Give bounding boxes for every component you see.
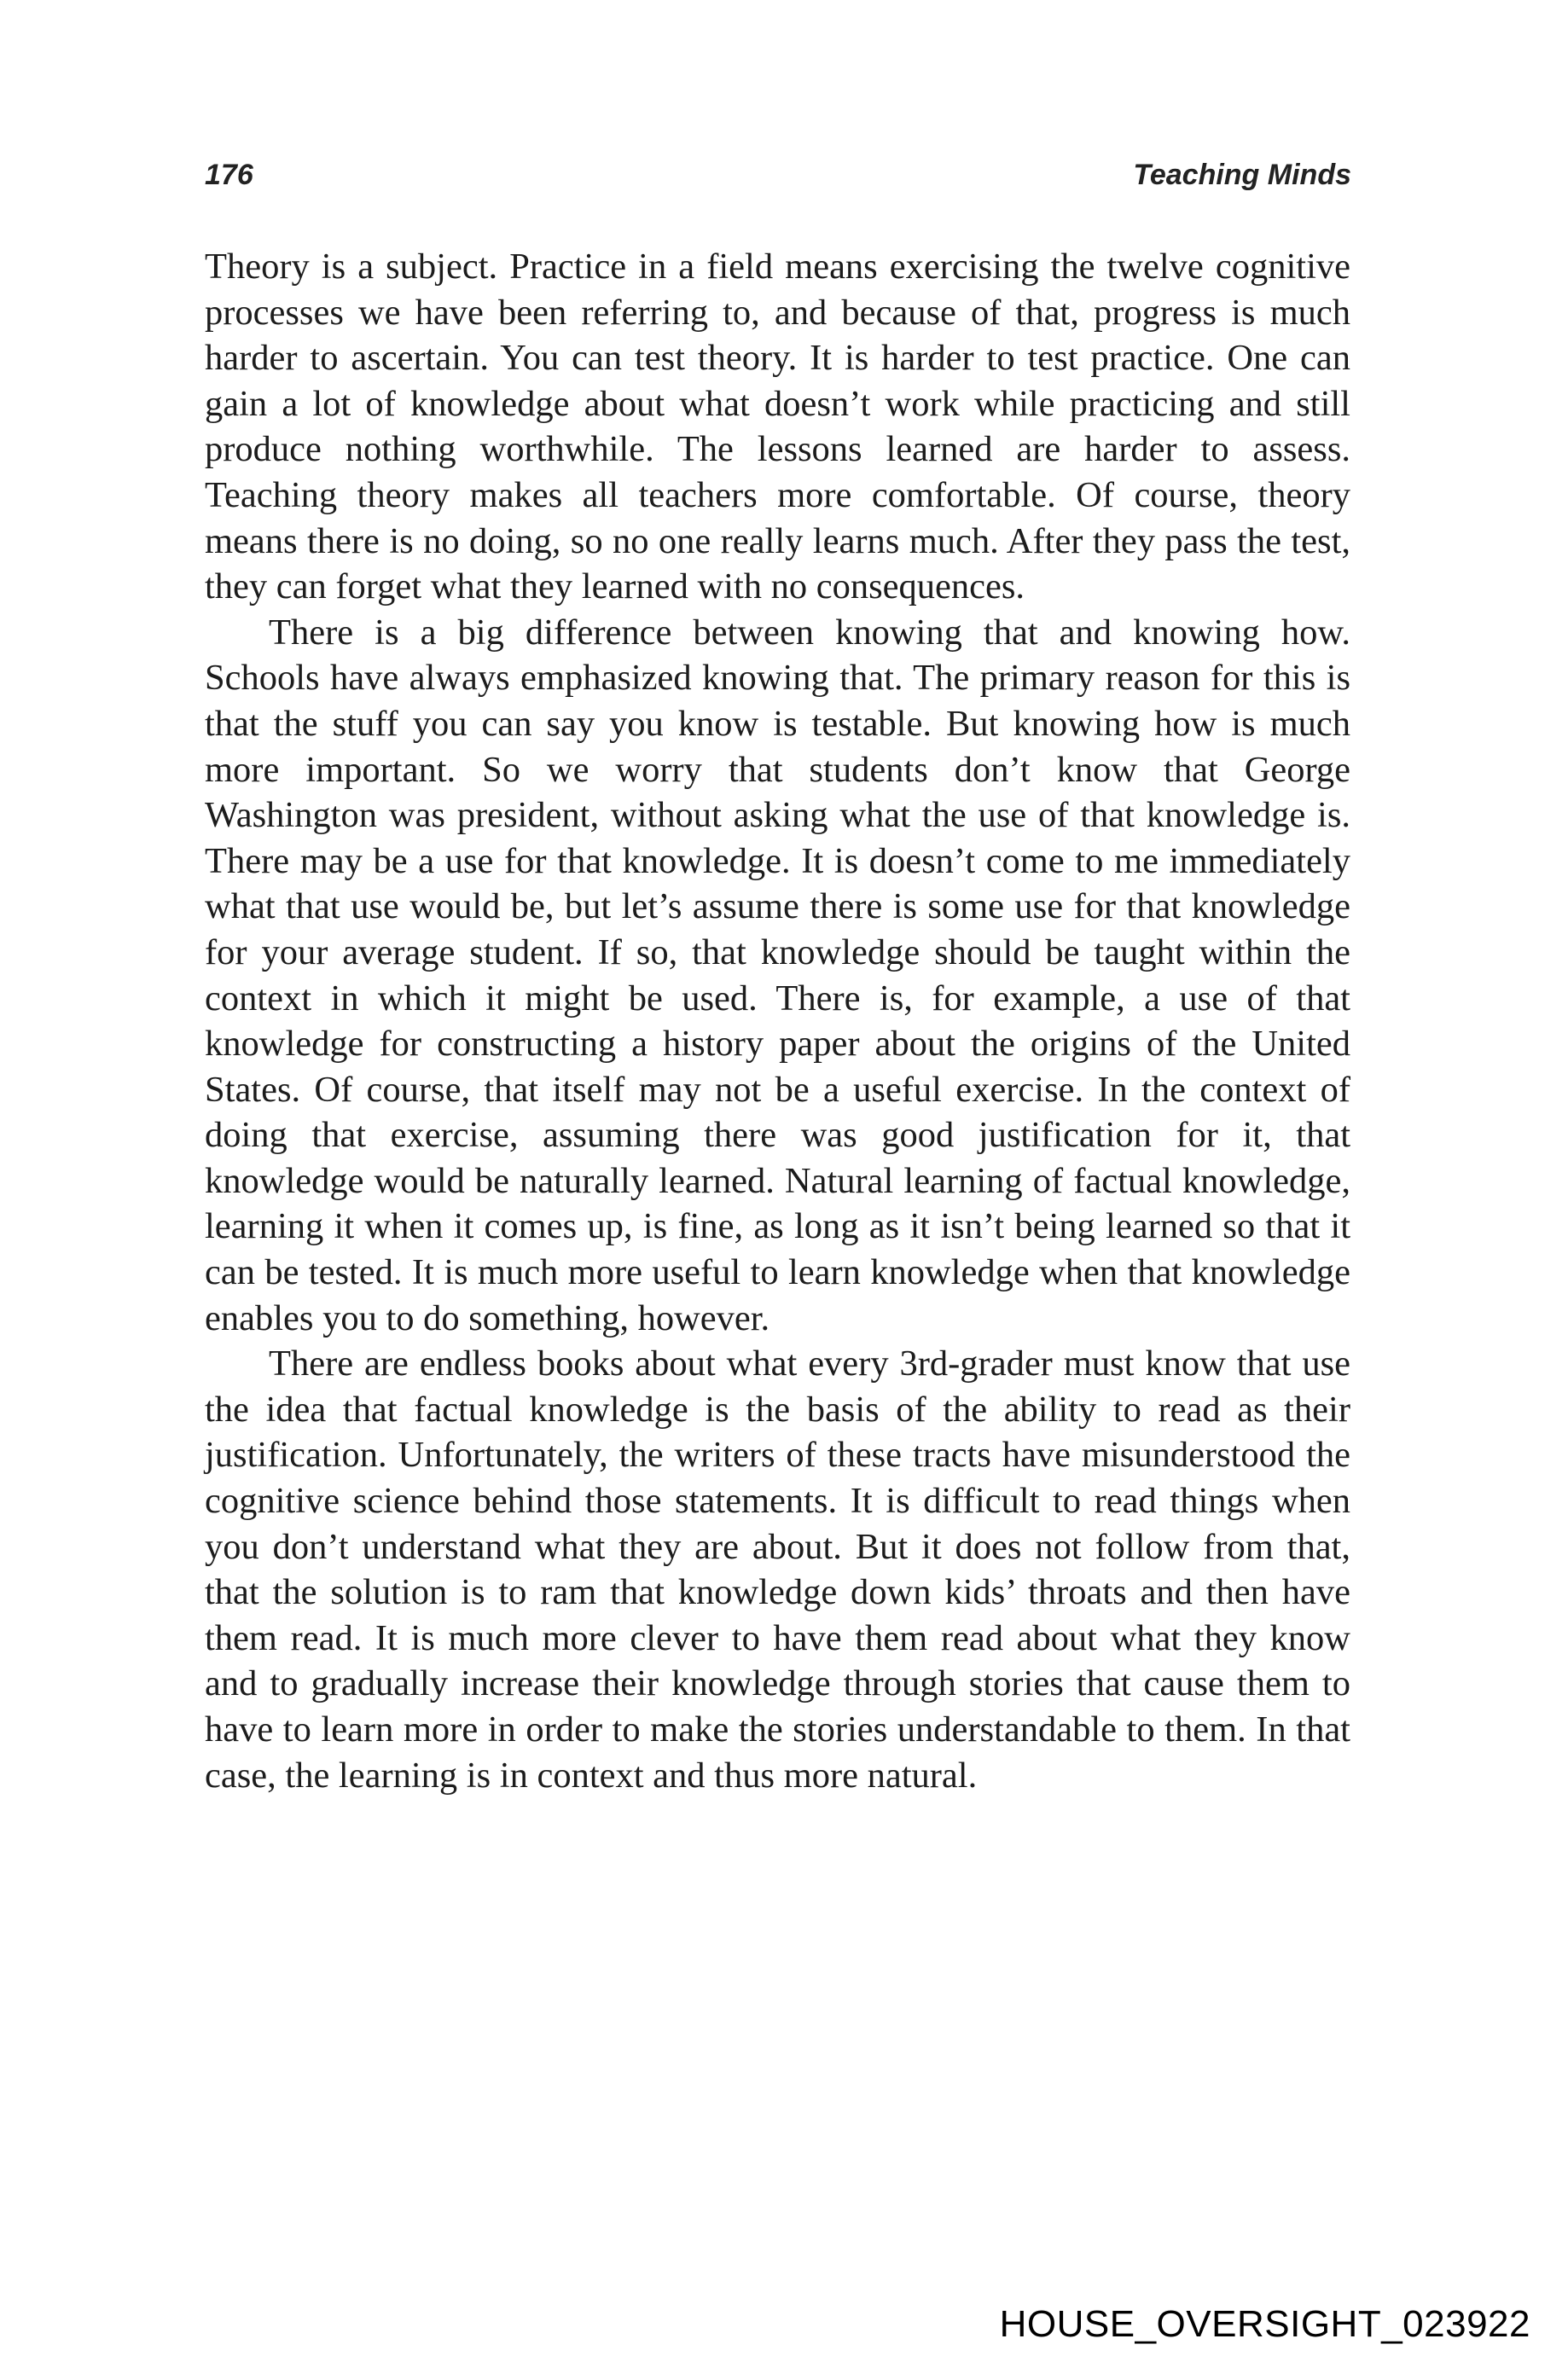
bates-stamp: HOUSE_OVERSIGHT_023922 [999, 2303, 1530, 2345]
paragraph: There are endless books about what every 3rd-grader must know that use the idea that factual knowledge is the basis of the ability to read as their justification. Unfortunately, the writers of these tracts have misunderstood the cognitive science behind those statements. It is difficult to read things when you don’t understand what they are about. But it does not follow from that, that the solution is to ram that knowledge down kids’ throats and then have them read. It is much more clever to have them read about what they know and to gradually increase their knowledge through stories that cause them to have to learn more in order to make the stories understandable to them. In that case, the learning is in context and thus more natural. [205, 1343, 1350, 1796]
body-text [205, 244, 1350, 1798]
running-header [205, 159, 1351, 201]
page-number: 176 [205, 159, 253, 191]
paragraph: Theory is a subject. Practice in a field means exercising the twelve cognitive processes we have been referring to, and because of that, progress is much harder to ascertain. You can test theory. It is harder to test practice. One can gain a lot of knowledge about what doesn’t work while practicing and still produce nothing worthwhile. The lessons learned are harder to assess. Teaching theory makes all teachers more comfortable. Of course, theory means there is no doing, so no one really learns much. After they pass the test, they can forget what they learned with no consequences. [205, 247, 1350, 607]
book-title: Teaching Minds [1133, 159, 1351, 191]
paragraph: There is a big difference between knowing that and knowing how. Schools have always emphasized knowing that. The primary reason for this is that the stuff you can say you know is testable. But knowing how is much more important. So we worry that students don’t know that George Washington was president, without asking what the use of that knowledge is. There may be a use for that knowledge. It is doesn’t come to me immediately what that use would be, but let’s assume there is some use for that knowledge for your average student. If so, that knowledge should be taught within the context in which it might be used. There is, for example, a use of that knowledge for constructing a history paper about the origins of the United States. Of course, that itself may not be a useful exercise. In the context of doing that exercise, assuming there was good justification for it, that knowledge would be naturally learned. Natural learning of factual knowledge, learning it when it comes up, is fine, as long as it isn’t being learned so that it can be tested. It is much more useful to learn knowledge when that knowledge enables you to do something, however. [205, 612, 1350, 1338]
